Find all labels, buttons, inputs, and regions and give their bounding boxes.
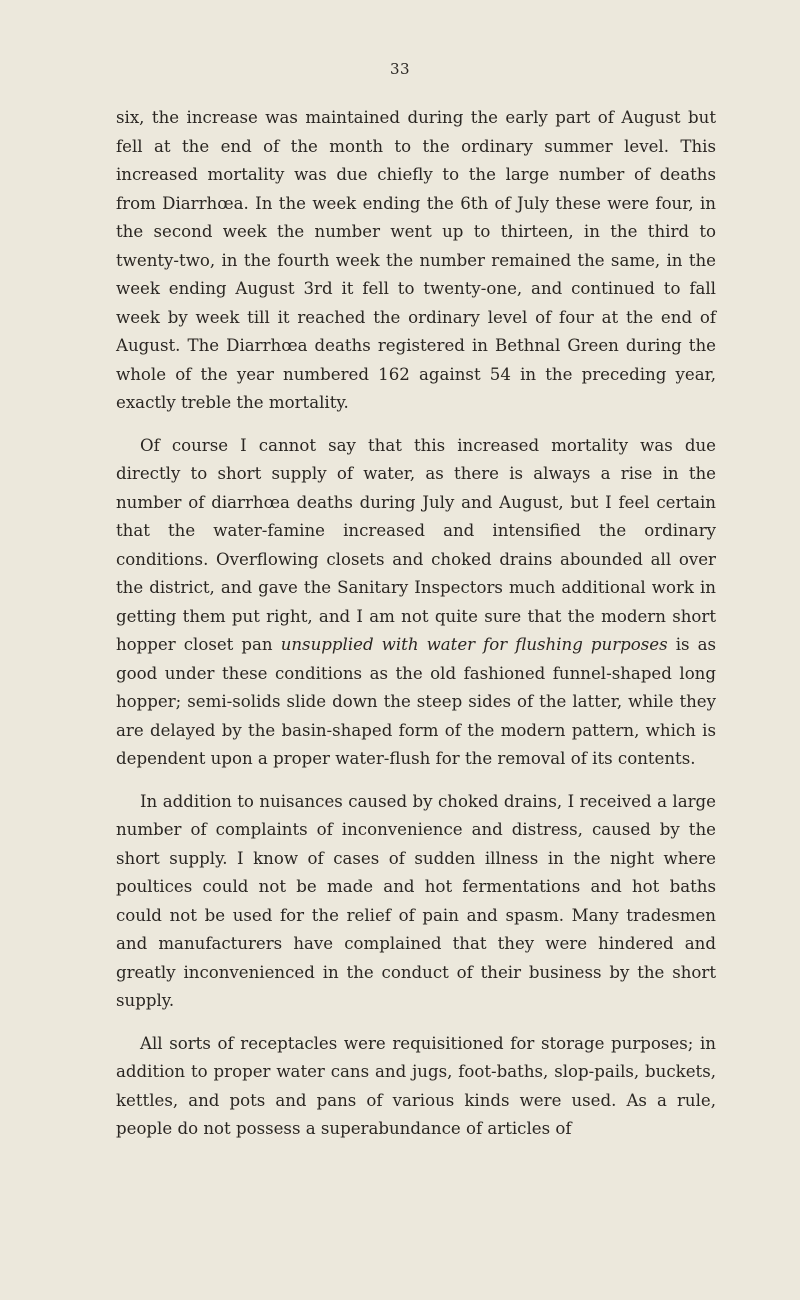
paragraph-1: six, the increase was maintained during the early part of August but fell at the end of the month to the ordinary summer level. This increased mortality was due chiefly to the large number of deaths from Diarrhœa. In the week ending the 6th of July these were four, in the second week the number went up to thirteen, in the third to twenty-two, in the fourth week the number remained the same, in the week ending August 3rd it fell to twenty-one, and continued to fall week by week till it reached the ordinary level of four at the end of August. The Diarrhœa deaths registered in Bethnal Green during the whole of the year numbered 162 against 54 in the preceding year, exactly treble the mortality. bbox=[116, 108, 716, 412]
paragraph-2 bbox=[116, 432, 716, 774]
page-number: 33 bbox=[389, 60, 411, 78]
paragraph-4: All sorts of receptacles were requisitioned for storage purposes; in addition to proper water cans and jugs, foot-baths, slop-pails, buckets, kettles, and pots and pans of various kinds were used. As a rule, people do not possess a superabundance of articles of bbox=[116, 1033, 716, 1138]
paragraph-2-text-before: Of course I cannot say that this increased mortality was due directly to short supply of water, as there is always a rise in the number of diarrhœa deaths during July and August, but I feel certain that the water-famine increased and intensified the ordinary conditions. Overflowing closets and choked drains abounded all over the district, and gave the Sanitary Inspectors much additional work in getting them put right, and I am not quite sure that the modern short hopper closet pan bbox=[116, 435, 716, 654]
paragraph-3: In addition to nuisances caused by choked drains, I received a large number of complaints of inconvenience and distress, caused by the short supply. I know of cases of sudden illness in the night where poultices could not be made and hot fermentations and hot baths could not be used for the relief of pain and spasm. Many tradesmen and manufacturers have complained that they were hindered and greatly inconvenienced in the conduct of their business by the short supply. bbox=[116, 791, 716, 1010]
paragraph-2-text-after: is as good under these conditions as the old fashioned funnel-shaped long hopper; semi-solids slide down the steep sides of the latter, while they are delayed by the basin-shaped form of the modern pattern, which is dependent upon a proper water-flush for the removal of its contents. bbox=[116, 635, 717, 768]
body-text bbox=[116, 104, 716, 1158]
paragraph-2-italic-phrase: unsupplied with water for flushing purposes bbox=[280, 635, 668, 654]
